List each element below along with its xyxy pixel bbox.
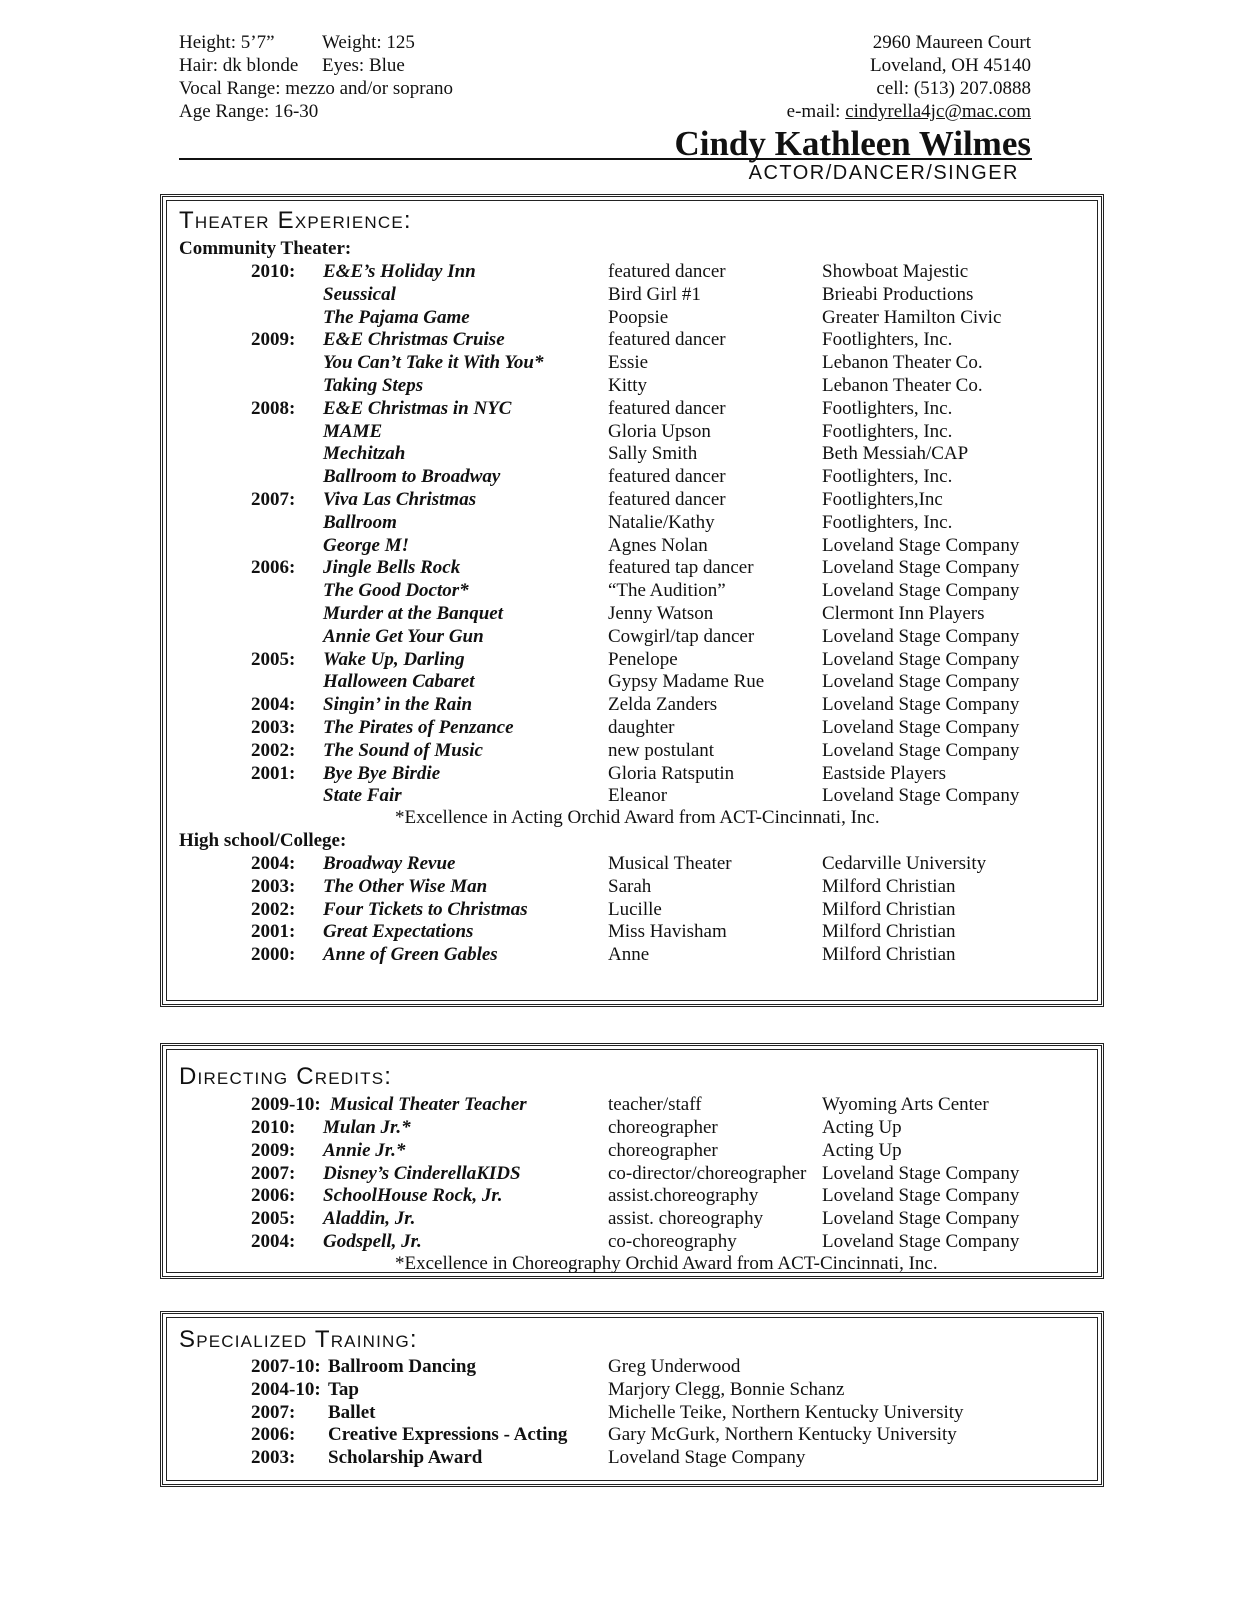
credit-year: 2007: (251, 1162, 296, 1184)
credit-year: 2004: (251, 694, 296, 716)
training-row (163, 1401, 1101, 1424)
credit-title: Godspell, Jr. (323, 1231, 422, 1252)
training-year: 2007-10: (251, 1356, 321, 1377)
training-teacher: Gary McGurk, Northern Kentucky University (608, 1424, 957, 1446)
community-credit-row (163, 716, 1101, 739)
community-credit-row (163, 648, 1101, 671)
credit-title: The Other Wise Man (323, 875, 488, 897)
community-credit-row (163, 784, 1101, 807)
street-address: 2960 Maureen Court (872, 32, 1031, 53)
community-credit-row (163, 579, 1101, 602)
credit-role: assist. choreography (608, 1208, 764, 1230)
credit-venue: Greater Hamilton Civic (822, 306, 1002, 328)
credit-role: daughter (608, 717, 675, 738)
credit-role: Eleanor (608, 785, 668, 807)
cell-phone: cell: (513) 207.0888 (876, 78, 1031, 99)
credit-venue: Footlighters, Inc. (822, 466, 953, 488)
credit-role: Essie (608, 352, 649, 374)
credit-venue: Showboat Majestic (822, 261, 969, 282)
credit-venue: Loveland Stage Company (822, 785, 1020, 807)
credit-year: 2009-10: (251, 1094, 321, 1115)
community-credit-row (163, 283, 1101, 306)
credit-year: 2007: (251, 489, 296, 510)
eyes-stat: Eyes: Blue (322, 55, 405, 76)
community-credit-row (163, 260, 1101, 283)
credit-venue: Acting Up (822, 1139, 902, 1161)
credit-title: E&E Christmas Cruise (323, 329, 505, 351)
training-teacher: Michelle Teike, Northern Kentucky University (608, 1401, 964, 1423)
credit-title: Murder at the Banquet (323, 603, 504, 624)
credit-year: 2010: (251, 261, 296, 282)
credit-role: Anne (608, 944, 650, 966)
credit-venue: Loveland Stage Company (822, 534, 1020, 556)
acting-award-note: *Excellence in Acting Orchid Award from ACT-Cincinnati, Inc. (395, 807, 880, 828)
community-credit-row (163, 511, 1101, 534)
credit-title: Bye Bye Birdie (323, 762, 441, 784)
school-credit-row (163, 920, 1101, 943)
credit-role: Jenny Watson (608, 603, 714, 624)
credit-title: Mechitzah (323, 443, 406, 465)
hair-stat: Hair: dk blonde (179, 55, 299, 76)
credit-venue: Beth Messiah/CAP (822, 443, 969, 465)
credit-venue: Loveland Stage Company (822, 557, 1020, 579)
credit-venue: Acting Up (822, 1117, 902, 1138)
school-college-label: High school/College: (179, 830, 347, 851)
community-credit-row (163, 762, 1101, 785)
credit-role: Kitty (608, 375, 648, 396)
credit-venue: Loveland Stage Company (822, 671, 1020, 693)
school-credit-row (163, 898, 1101, 921)
credit-role: Miss Havisham (608, 921, 727, 943)
credit-role: featured dancer (608, 329, 726, 351)
weight-stat: Weight: 125 (322, 32, 415, 53)
credit-title: Musical Theater Teacher (330, 1094, 527, 1115)
training-teacher: Loveland Stage Company (608, 1447, 806, 1469)
training-year: 2004-10: (251, 1378, 321, 1400)
community-credit-row (163, 625, 1101, 648)
school-credit-row (163, 943, 1101, 966)
credit-year: 2003: (251, 875, 296, 897)
credit-title: SchoolHouse Rock, Jr. (323, 1185, 503, 1207)
credit-venue: Loveland Stage Company (822, 694, 1020, 716)
credit-venue: Eastside Players (822, 762, 947, 784)
credit-title: State Fair (323, 785, 402, 807)
credit-year: 2009: (251, 329, 296, 351)
credit-venue: Brieabi Productions (822, 283, 974, 305)
credit-title: The Pajama Game (323, 306, 470, 328)
credit-role: co-director/choreographer (608, 1162, 807, 1184)
community-credit-row (163, 465, 1101, 488)
directing-row (163, 1230, 1101, 1253)
community-credit-row (163, 306, 1101, 329)
credit-venue: Cedarville University (822, 853, 987, 874)
directing-row (163, 1093, 1101, 1116)
community-credit-row (163, 602, 1101, 625)
credit-role: Gloria Ratsputin (608, 762, 735, 784)
theater-experience-section (160, 194, 1104, 1007)
credit-year: 2005: (251, 648, 296, 670)
credit-role: co-choreography (608, 1231, 737, 1252)
credit-role: “The Audition” (608, 580, 726, 602)
directing-row (163, 1184, 1101, 1207)
training-teacher: Marjory Clegg, Bonnie Schanz (608, 1378, 845, 1400)
community-credit-row (163, 374, 1101, 397)
contact-info (787, 31, 1031, 123)
credit-title: Halloween Cabaret (323, 671, 475, 693)
credit-venue: Milford Christian (822, 944, 956, 966)
credit-year: 2002: (251, 739, 296, 761)
credit-role: featured tap dancer (608, 557, 754, 579)
community-credit-row (163, 442, 1101, 465)
training-year: 2006: (251, 1424, 296, 1446)
credit-year: 2010: (251, 1117, 296, 1138)
credit-title: The Good Doctor* (323, 580, 469, 602)
directing-row (163, 1207, 1101, 1230)
training-row (163, 1423, 1101, 1446)
credit-role: assist.choreography (608, 1185, 759, 1207)
credit-year: 2003: (251, 717, 296, 738)
choreography-award-note: *Excellence in Choreography Orchid Award from ACT-Cincinnati, Inc. (395, 1253, 938, 1274)
credit-role: Bird Girl #1 (608, 283, 701, 305)
credit-role: Zelda Zanders (608, 694, 718, 716)
credit-venue: Loveland Stage Company (822, 1162, 1020, 1184)
credit-role: Gypsy Madame Rue (608, 671, 765, 693)
credit-year: 2002: (251, 898, 296, 920)
training-title: Tap (328, 1378, 359, 1400)
credit-title: Ballroom (323, 511, 397, 533)
community-credit-row (163, 397, 1101, 420)
credit-role: Penelope (608, 648, 678, 670)
training-year: 2007: (251, 1401, 296, 1423)
credit-title: Jingle Bells Rock (323, 557, 461, 579)
credit-role: Agnes Nolan (608, 534, 708, 556)
community-credit-row (163, 670, 1101, 693)
community-credit-row (163, 693, 1101, 716)
school-credit-row (163, 875, 1101, 898)
credit-role: featured dancer (608, 261, 726, 282)
credit-title: Mulan Jr.* (323, 1117, 411, 1138)
header-rule (179, 158, 1032, 160)
credit-venue: Loveland Stage Company (822, 739, 1020, 761)
credit-venue: Footlighters,Inc (822, 489, 943, 510)
credit-venue: Loveland Stage Company (822, 717, 1020, 738)
community-theater-label: Community Theater: (179, 238, 352, 259)
credit-title: Singin’ in the Rain (323, 694, 473, 716)
email-line (787, 100, 1031, 123)
community-credit-row (163, 328, 1101, 351)
credit-year: 2001: (251, 921, 296, 943)
specialized-training-section (160, 1311, 1104, 1487)
credit-title: The Pirates of Penzance (323, 717, 514, 738)
credit-venue: Loveland Stage Company (822, 580, 1020, 602)
credit-title: George M! (323, 534, 410, 556)
credit-title: Seussical (323, 283, 396, 305)
credit-title: Annie Jr.* (323, 1139, 406, 1161)
credit-role: Musical Theater (608, 853, 732, 874)
credit-title: Ballroom to Broadway (323, 466, 501, 488)
training-year: 2003: (251, 1447, 296, 1469)
credit-venue: Clermont Inn Players (822, 603, 985, 624)
credit-title: Four Tickets to Christmas (323, 898, 528, 920)
training-row (163, 1378, 1101, 1401)
credit-role: new postulant (608, 739, 715, 761)
credit-title: Anne of Green Gables (323, 944, 498, 966)
community-credit-row (163, 556, 1101, 579)
credit-venue: Milford Christian (822, 875, 956, 897)
credit-role: Sarah (608, 875, 652, 897)
credit-title: E&E’s Holiday Inn (323, 261, 476, 282)
credit-role: featured dancer (608, 466, 726, 488)
credit-venue: Footlighters, Inc. (822, 420, 953, 442)
credit-year: 2004: (251, 1231, 296, 1252)
credit-venue: Loveland Stage Company (822, 1185, 1020, 1207)
credit-role: featured dancer (608, 489, 726, 510)
credit-venue: Loveland Stage Company (822, 1231, 1020, 1252)
training-teacher: Greg Underwood (608, 1356, 741, 1377)
credit-year: 2008: (251, 397, 296, 419)
directing-row (163, 1139, 1101, 1162)
credit-role: Cowgirl/tap dancer (608, 625, 755, 647)
community-credit-row (163, 351, 1101, 374)
credit-title: Aladdin, Jr. (323, 1208, 416, 1230)
directing-credits-section (160, 1043, 1104, 1279)
community-credit-row (163, 534, 1101, 557)
training-title: Ballroom Dancing (328, 1356, 476, 1377)
credit-role: choreographer (608, 1139, 718, 1161)
credit-year: 2006: (251, 1185, 296, 1207)
section-title: Theater Experience: (179, 207, 412, 234)
credit-role: choreographer (608, 1117, 718, 1138)
credit-year: 2009: (251, 1139, 296, 1161)
credit-title: Annie Get Your Gun (323, 625, 484, 647)
section-title: Specialized Training: (179, 1326, 418, 1353)
credit-venue: Loveland Stage Company (822, 648, 1020, 670)
credit-venue: Loveland Stage Company (822, 625, 1020, 647)
credit-title: Taking Steps (323, 375, 424, 396)
vocal-range: Vocal Range: mezzo and/or soprano (179, 78, 454, 99)
credit-role: Gloria Upson (608, 420, 711, 442)
community-credit-row (163, 488, 1101, 511)
credit-venue: Milford Christian (822, 898, 956, 920)
credit-title: Broadway Revue (323, 853, 456, 874)
credit-venue: Footlighters, Inc. (822, 329, 953, 351)
credit-role: teacher/staff (608, 1094, 702, 1115)
height-stat: Height: 5’7” (179, 32, 275, 53)
credit-year: 2006: (251, 557, 296, 579)
credit-title: Viva Las Christmas (323, 489, 477, 510)
credit-role: featured dancer (608, 397, 726, 419)
community-credit-row (163, 739, 1101, 762)
training-title: Ballet (328, 1401, 376, 1423)
section-title: Directing Credits: (179, 1063, 393, 1090)
credit-venue: Milford Christian (822, 921, 956, 943)
credit-role: Poopsie (608, 306, 669, 328)
credit-venue: Lebanon Theater Co. (822, 375, 983, 396)
credit-role: Sally Smith (608, 443, 698, 465)
actor-subtitle: ACTOR/DANCER/SINGER (748, 162, 1019, 184)
training-title: Creative Expressions - Acting (328, 1424, 568, 1446)
credit-title: Great Expectations (323, 921, 474, 943)
email-link[interactable]: cindyrella4jc@mac.com (845, 101, 1031, 122)
actor-name: Cindy Kathleen Wilmes (674, 124, 1031, 163)
city-address: Loveland, OH 45140 (870, 55, 1031, 76)
credit-title: E&E Christmas in NYC (323, 397, 512, 419)
credit-year: 2004: (251, 853, 296, 874)
community-credit-row (163, 420, 1101, 443)
personal-stats (179, 31, 453, 123)
directing-row (163, 1116, 1101, 1139)
credit-year: 2005: (251, 1208, 296, 1230)
email-label: e-mail: (786, 101, 846, 122)
credit-title: Disney’s CinderellaKIDS (323, 1162, 521, 1184)
credit-venue: Wyoming Arts Center (822, 1094, 989, 1115)
directing-row (163, 1162, 1101, 1185)
credit-title: You Can’t Take it With You* (323, 352, 544, 374)
credit-role: Lucille (608, 898, 662, 920)
credit-title: The Sound of Music (323, 739, 483, 761)
credit-role: Natalie/Kathy (608, 511, 715, 533)
credit-title: MAME (323, 420, 383, 442)
school-credit-row (163, 852, 1101, 875)
training-title: Scholarship Award (328, 1447, 483, 1469)
credit-year: 2000: (251, 944, 296, 966)
credit-venue: Footlighters, Inc. (822, 511, 953, 533)
training-row (163, 1446, 1101, 1469)
credit-venue: Footlighters, Inc. (822, 397, 953, 419)
credit-title: Wake Up, Darling (323, 648, 465, 670)
training-row (163, 1355, 1101, 1378)
credit-venue: Loveland Stage Company (822, 1208, 1020, 1230)
credit-venue: Lebanon Theater Co. (822, 352, 983, 374)
credit-year: 2001: (251, 762, 296, 784)
age-range: Age Range: 16-30 (179, 101, 319, 122)
